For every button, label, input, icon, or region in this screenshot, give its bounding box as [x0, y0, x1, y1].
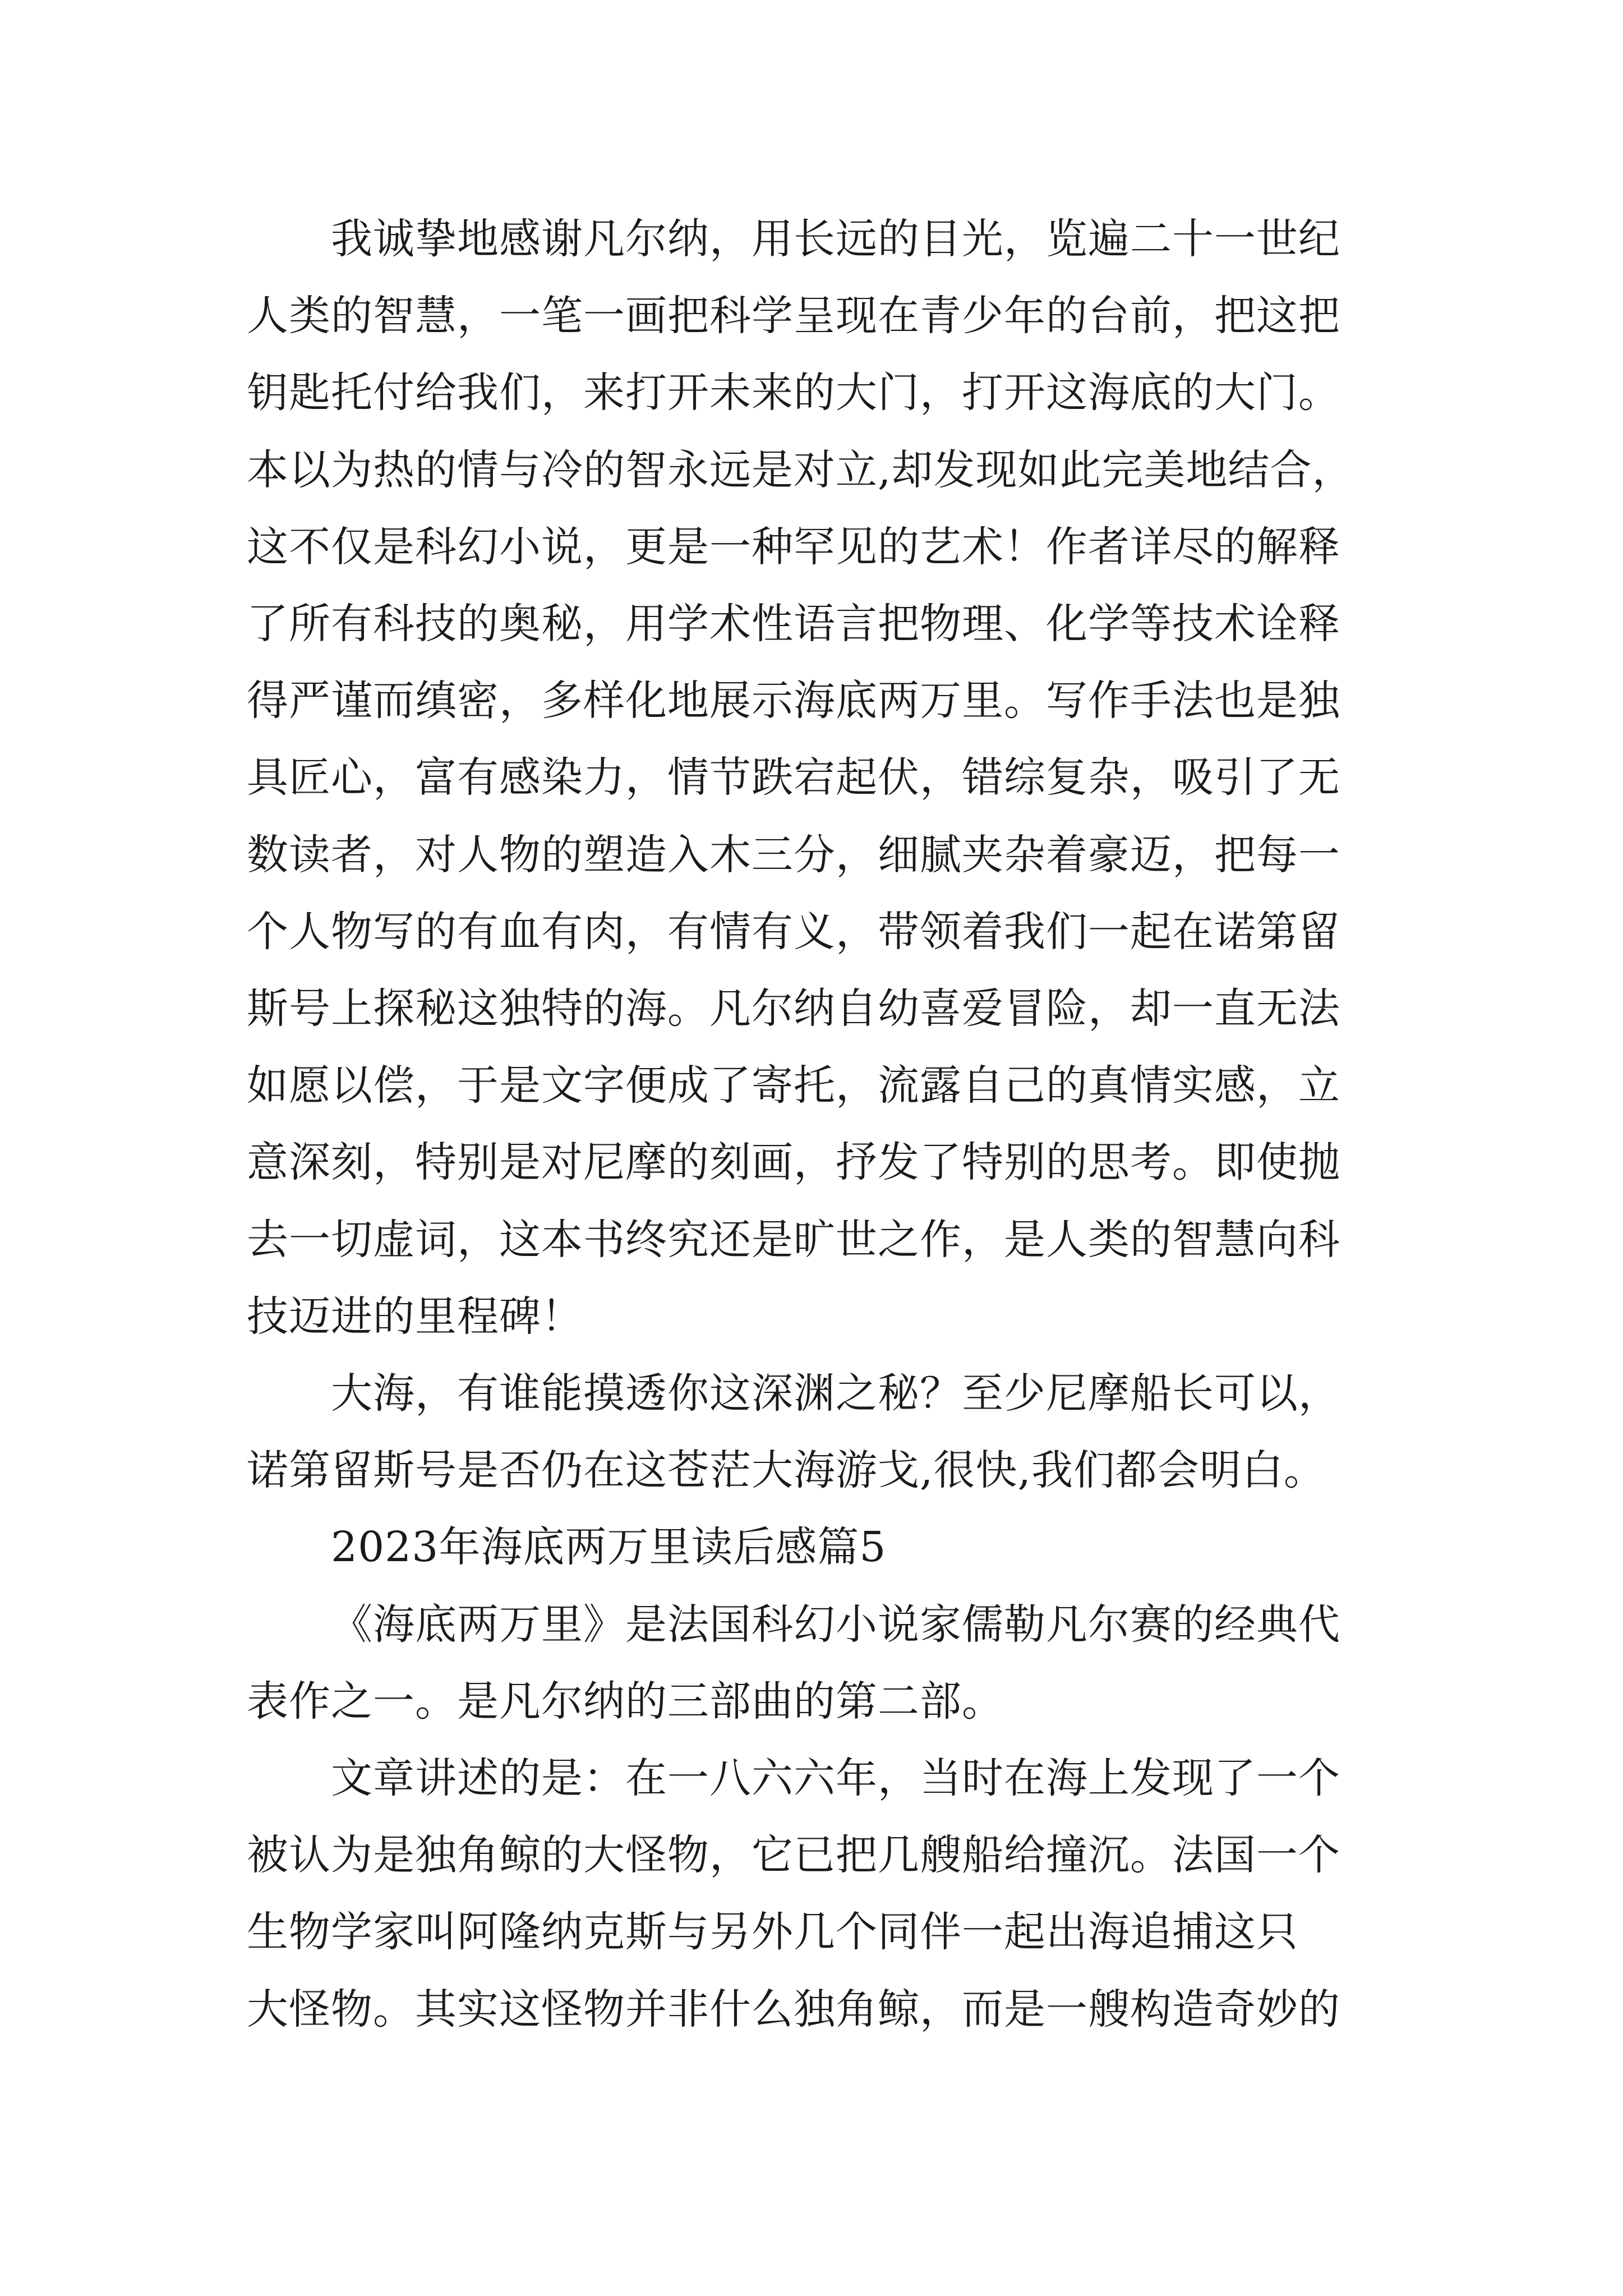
text-line: 我诚挚地感谢凡尔纳，用长远的目光，览遍二十一世纪: [331, 215, 1340, 263]
section-heading: 2023年海底两万里读后感篇5: [331, 1523, 887, 1571]
text-line: 这不仅是科幻小说，更是一种罕见的艺术！作者详尽的解释: [247, 523, 1340, 571]
text-line: 生物学家叫阿隆纳克斯与另外几个同伴一起出海追捕这只: [247, 1908, 1298, 1956]
text-line: 如愿以偿，于是文字便成了寄托，流露自己的真情实感，立: [247, 1061, 1340, 1110]
text-line: 表作之一。是凡尔纳的三部曲的第二部。: [247, 1677, 1004, 1726]
text-line: 大海，有谁能摸透你这深渊之秘？至少尼摩船长可以，: [331, 1369, 1340, 1418]
text-line: 被认为是独角鲸的大怪物，它已把几艘船给撞沉。法国一个: [247, 1831, 1340, 1879]
text-line: 去一切虚词，这本书终究还是旷世之作，是人类的智慧向科: [247, 1216, 1340, 1264]
text-line: 本以为热的情与冷的智永远是对立,却发现如此完美地结合，: [247, 446, 1354, 494]
text-line: 意深刻，特别是对尼摩的刻画，抒发了特别的思考。即使抛: [247, 1138, 1340, 1186]
text-line: 技迈进的里程碑！: [247, 1292, 583, 1341]
text-line: 诺第留斯号是否仍在这苍茫大海游戈,很快,我们都会明白。: [247, 1446, 1326, 1494]
text-line: 个人物写的有血有肉，有情有义，带领着我们一起在诺第留: [247, 908, 1340, 956]
text-line: 具匠心，富有感染力，情节跌宕起伏，错综复杂，吸引了无: [247, 753, 1340, 802]
text-line: 数读者，对人物的塑造入木三分，细腻夹杂着豪迈，把每一: [247, 831, 1340, 879]
text-line: 斯号上探秘这独特的海。凡尔纳自幼喜爱冒险，却一直无法: [247, 984, 1340, 1033]
text-line: 钥匙托付给我们，来打开未来的大门，打开这海底的大门。: [247, 369, 1340, 417]
text-line: 得严谨而缜密，多样化地展示海底两万里。写作手法也是独: [247, 677, 1340, 725]
text-line: 了所有科技的奥秘，用学术性语言把物理、化学等技术诠释: [247, 600, 1340, 648]
text-line: 《海底两万里》是法国科幻小说家儒勒凡尔赛的经典代: [331, 1600, 1340, 1649]
text-line: 人类的智慧，一笔一画把科学呈现在青少年的台前，把这把: [247, 292, 1340, 340]
text-line: 大怪物。其实这怪物并非什么独角鲸，而是一艘构造奇妙的: [247, 1985, 1340, 2033]
text-line: 文章讲述的是：在一八六六年，当时在海上发现了一个: [331, 1754, 1340, 1802]
